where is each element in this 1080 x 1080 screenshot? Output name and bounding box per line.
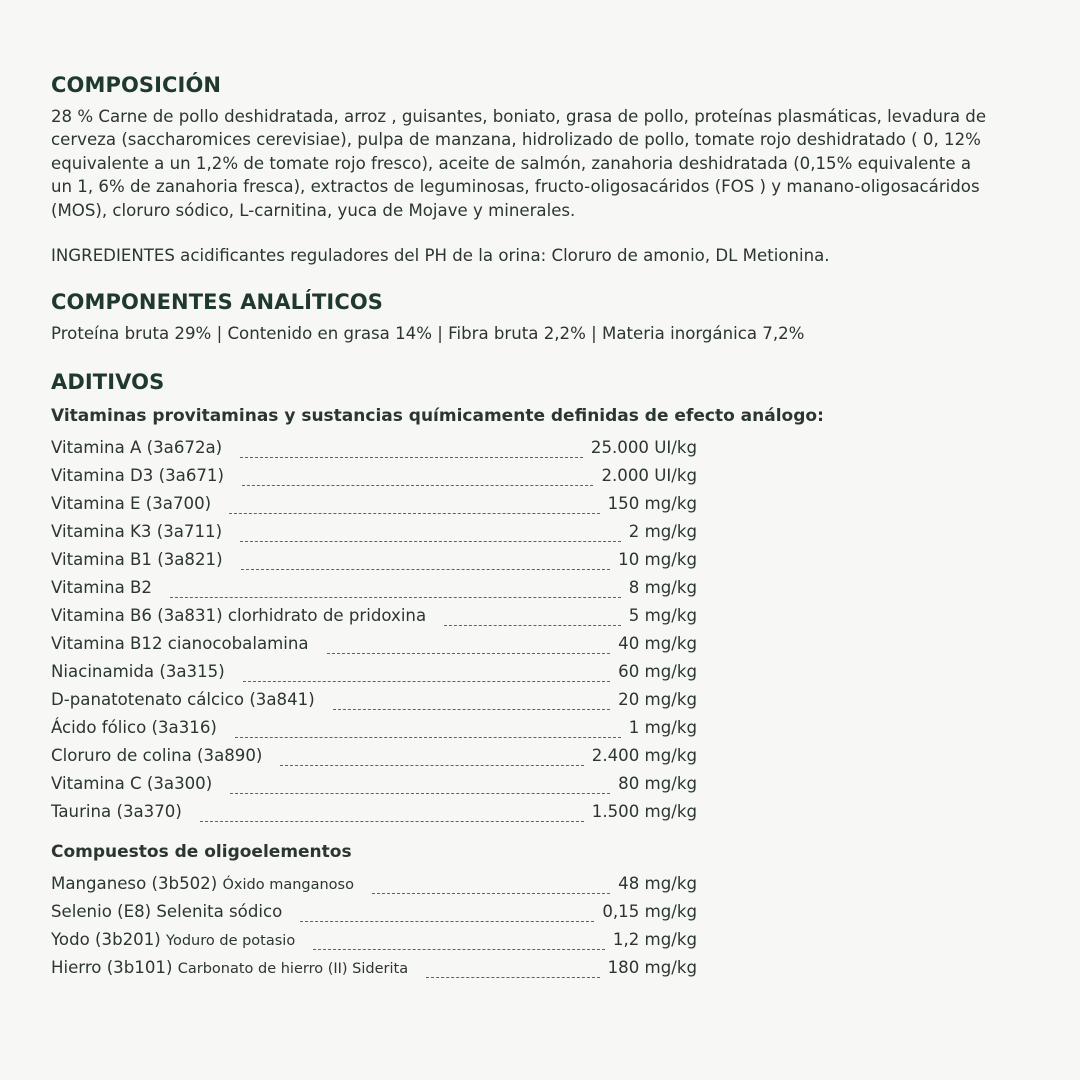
dotted-leader xyxy=(241,569,611,570)
trace-element-label xyxy=(51,898,282,926)
dotted-leader xyxy=(300,921,594,922)
trace-element-name: Hierro (3b101) xyxy=(51,958,173,978)
analytical-components-text: Proteína bruta 29% | Contenido en grasa 14% | Fibra bruta 2,2% | Materia inorgánica 7,2% xyxy=(51,324,805,344)
dotted-leader xyxy=(333,709,610,710)
dotted-leader xyxy=(243,681,610,682)
vitamin-value: 150 mg/kg xyxy=(607,494,697,514)
vitamin-value: 80 mg/kg xyxy=(618,774,697,794)
vitamin-row xyxy=(51,434,697,462)
acidifying-ingredients-text: INGREDIENTES acidificantes reguladores del PH de la orina: Cloruro de amonio, DL Metionina. xyxy=(51,246,830,266)
trace-element-label xyxy=(51,954,408,983)
dotted-leader xyxy=(229,513,599,514)
trace-element-value: 1,2 mg/kg xyxy=(612,930,697,950)
trace-element-name: Selenio (E8) xyxy=(51,902,152,922)
vitamin-row xyxy=(51,546,697,574)
vitamin-label: D-panatotenato cálcico (3a841) xyxy=(51,690,315,710)
trace-element-row xyxy=(51,926,697,954)
composition-title: COMPOSICIÓN xyxy=(51,73,222,97)
vitamin-row xyxy=(51,714,697,742)
trace-element-label xyxy=(51,870,354,899)
trace-element-row xyxy=(51,954,697,982)
additives-section xyxy=(51,368,1080,982)
additives-title: ADITIVOS xyxy=(51,370,165,395)
vitamin-label: Niacinamida (3a315) xyxy=(51,662,225,682)
dotted-leader xyxy=(200,821,584,822)
vitamin-label: Cloruro de colina (3a890) xyxy=(51,746,263,766)
vitamin-value: 8 mg/kg xyxy=(628,578,697,598)
dotted-leader xyxy=(170,597,621,598)
vitamin-value: 2.400 mg/kg xyxy=(591,746,697,766)
vitamin-value: 1.500 mg/kg xyxy=(591,802,697,822)
dotted-leader xyxy=(313,949,605,950)
vitamin-row xyxy=(51,630,697,658)
trace-element-name: Manganeso (3b502) xyxy=(51,874,218,894)
composition-text: 28 % Carne de pollo deshidratada, arroz , guisantes, boniato, grasa de pollo, proteínas plasmáticas, levadura de cerveza (saccharomices cerevisiae), pulpa de manzana, hidrolizado de pollo, tomate rojo deshidratado ( 0, 12% equivalente a un 1,2% de tomate rojo fresco), aceite de salmón, zanahoria deshidratada (0,15% equivalente a un 1, 6% de zanahoria fresca), extractos de leguminosas, fructo-oligosacáridos (FOS ) y manano-oligosacáridos (MOS), cloruro sódico, L-carnitina, yuca de Mojave y minerales. xyxy=(51,107,987,220)
trace-element-label xyxy=(51,926,295,955)
dotted-leader xyxy=(240,541,621,542)
vitamin-label: Vitamina K3 (3a711) xyxy=(51,522,223,542)
trace-element-value: 0,15 mg/kg xyxy=(602,902,697,922)
analytical-components-title: COMPONENTES ANALÍTICOS xyxy=(51,290,384,315)
trace-element-value: 48 mg/kg xyxy=(618,874,697,894)
dotted-leader xyxy=(426,977,600,978)
vitamin-label: Taurina (3a370) xyxy=(51,802,182,822)
trace-element-compound: Carbonato de hierro (II) Siderita xyxy=(177,961,409,978)
vitamin-value: 25.000 UI/kg xyxy=(590,438,697,458)
vitamin-label: Vitamina E (3a700) xyxy=(51,494,212,514)
dotted-leader xyxy=(240,457,583,458)
vitamin-row xyxy=(51,518,697,546)
trace-element-compound: Óxido manganoso xyxy=(222,877,354,894)
dotted-leader xyxy=(235,737,621,738)
vitamin-value: 20 mg/kg xyxy=(618,690,697,710)
dotted-leader xyxy=(280,765,583,766)
dotted-leader xyxy=(242,485,593,486)
vitamin-label: Vitamina D3 (3a671) xyxy=(51,466,224,486)
composition-section xyxy=(51,71,1080,267)
vitamin-row xyxy=(51,658,697,686)
vitamin-row xyxy=(51,490,697,518)
dotted-leader xyxy=(230,793,610,794)
trace-element-compound: Selenita sódico xyxy=(156,902,283,922)
trace-element-row xyxy=(51,870,697,898)
vitamin-value: 10 mg/kg xyxy=(618,550,697,570)
vitamin-value: 2 mg/kg xyxy=(628,522,697,542)
trace-elements-subheading: Compuestos de oligoelementos xyxy=(51,842,352,863)
vitamin-value: 60 mg/kg xyxy=(618,662,697,682)
trace-element-row xyxy=(51,898,697,926)
vitamin-row xyxy=(51,462,697,490)
dotted-leader xyxy=(327,653,611,654)
vitamin-label: Vitamina B1 (3a821) xyxy=(51,550,223,570)
vitamin-label: Vitamina C (3a300) xyxy=(51,774,213,794)
vitamins-subheading: Vitaminas provitaminas y sustancias químicamente definidas de efecto análogo: xyxy=(51,406,824,427)
vitamins-table xyxy=(51,434,697,826)
analytical-components-section xyxy=(51,288,1080,345)
vitamin-label: Vitamina B2 xyxy=(51,578,152,598)
dotted-leader xyxy=(372,893,610,894)
vitamin-row xyxy=(51,798,697,826)
trace-elements-table xyxy=(51,870,697,982)
trace-element-name: Yodo (3b201) xyxy=(51,930,161,950)
vitamin-label: Ácido fólico (3a316) xyxy=(51,718,217,738)
vitamin-label: Vitamina A (3a672a) xyxy=(51,438,223,458)
vitamin-label: Vitamina B12 cianocobalamina xyxy=(51,634,309,654)
vitamin-row xyxy=(51,574,697,602)
trace-element-compound: Yoduro de potasio xyxy=(166,933,296,950)
vitamin-row xyxy=(51,602,697,630)
trace-element-value: 180 mg/kg xyxy=(607,958,697,978)
vitamin-value: 1 mg/kg xyxy=(628,718,697,738)
vitamin-value: 40 mg/kg xyxy=(618,634,697,654)
vitamin-row xyxy=(51,770,697,798)
vitamin-row xyxy=(51,686,697,714)
vitamin-value: 2.000 UI/kg xyxy=(601,466,697,486)
dotted-leader xyxy=(444,625,621,626)
vitamin-label: Vitamina B6 (3a831) clorhidrato de pridoxina xyxy=(51,606,427,626)
vitamin-value: 5 mg/kg xyxy=(628,606,697,626)
vitamin-row xyxy=(51,742,697,770)
